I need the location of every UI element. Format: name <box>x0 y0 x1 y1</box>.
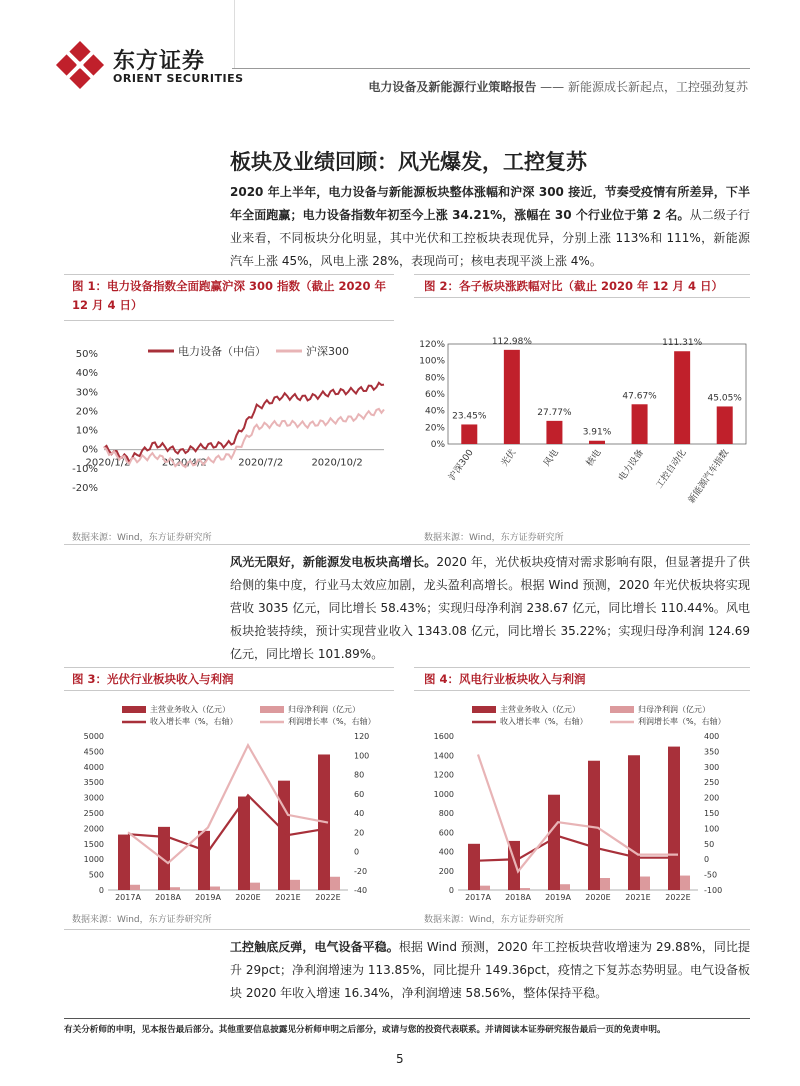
y-left-tick-label: 1000 <box>433 789 454 799</box>
fig1-line-chart <box>64 330 394 520</box>
profit-bar <box>600 878 610 890</box>
x-tick-label: 2021E <box>275 893 301 900</box>
y-tick-label: 20% <box>75 406 98 418</box>
paragraph-2-lead: 风光无限好，新能源发电板块高增长。 <box>230 555 437 569</box>
y-left-tick-label: 1200 <box>433 770 454 780</box>
y-right-tick-label: 80 <box>354 770 365 780</box>
fig3-top-rule <box>64 667 394 668</box>
profit-bar <box>560 884 570 890</box>
figures-row1-bottom-rule <box>64 544 750 545</box>
revenue-bar <box>468 844 480 890</box>
legend-label: 沪深300 <box>306 345 349 358</box>
y-right-tick-label: 400 <box>704 732 720 741</box>
fig4-top-rule <box>414 667 750 668</box>
fig1-bottom-rule <box>64 320 394 321</box>
y-tick-label: -20% <box>72 483 98 494</box>
fig4-bottom-rule <box>414 690 750 691</box>
legend-label: 收入增长率（%，右轴） <box>150 717 238 726</box>
paragraph-3-lead: 工控触底反弹，电气设备平稳。 <box>230 940 399 954</box>
legend-swatch <box>122 706 146 713</box>
fig1-title: 图 1：电力设备指数全面跑赢沪深 300 指数（截止 2020 年 12 月 4 日） <box>72 279 387 312</box>
page-number: 5 <box>396 1052 404 1066</box>
profit-bar <box>480 886 490 890</box>
header-report-title: 电力设备及新能源行业策略报告 <box>368 80 537 94</box>
fig1-source: 数据来源：Wind，东方证券研究所 <box>72 533 212 543</box>
y-right-tick-label: 250 <box>704 778 720 788</box>
fig2-source: 数据来源：Wind，东方证券研究所 <box>424 533 564 543</box>
y-right-tick-label: 50 <box>704 839 715 849</box>
legend-swatch <box>610 706 634 713</box>
x-tick-label: 2018A <box>505 893 531 900</box>
bar <box>504 350 520 444</box>
y-left-tick-label: 2500 <box>83 809 104 818</box>
y-tick-label: 30% <box>75 387 98 399</box>
header-report-line <box>368 78 748 95</box>
data-label: 112.98% <box>491 336 532 347</box>
header-report-subtitle: —— 新能源成长新起点，工控强劲复苏 <box>540 80 748 94</box>
paragraph-3 <box>230 936 750 1005</box>
header-vertical-bar <box>234 0 235 68</box>
footer-disclaimer: 有关分析师的申明，见本报告最后部分。其他重要信息披露见分析师申明之后部分，或请与您的投资代表联系。并请阅读本证券研究报告最后一页的免责申明。 <box>64 1025 666 1035</box>
y-right-tick-label: 60 <box>354 789 365 799</box>
y-tick-label: -10% <box>72 463 98 475</box>
y-left-tick-label: 4000 <box>83 762 104 772</box>
series-line-power-equipment <box>104 383 384 462</box>
bar <box>632 404 648 444</box>
fig3-title: 图 3：光伏行业板块收入与利润 <box>72 672 234 686</box>
y-tick-label: 0% <box>430 440 445 450</box>
y-tick-label: 80% <box>424 373 445 384</box>
paragraph-2-body: 2020 年，光伏板块疫情对需求影响有限，但显著提升了供给侧的集中度，行业马太效应加剧，龙头盈利高增长。根据 Wind 预测，2020 年光伏板块将实现营收 3035 亿元，同比增长 58.43%；实现归母净利润 238.67 亿元，同比增长 110.44%。风电板块抢装持续，预计实现营业收入 1343.08 亿元，同比增长 35.22%；实现归母净利润 124.69 亿元，同比增长 101.89%。 <box>230 555 750 661</box>
logo-cn: 东方证券 <box>113 49 206 74</box>
x-tick-label: 2019A <box>195 893 221 900</box>
y-left-tick-label: 1400 <box>433 751 454 761</box>
section-title: 板块及业绩回顾：风光爆发，工控复苏 <box>230 150 587 174</box>
x-tick-label: 2017A <box>115 893 141 900</box>
y-right-tick-label: 300 <box>704 762 720 772</box>
y-left-tick-label: 1600 <box>433 732 454 741</box>
y-left-tick-label: 600 <box>438 828 454 838</box>
x-tick-label: 2022E <box>665 893 691 900</box>
y-right-tick-label: -20 <box>354 866 368 876</box>
fig2-title: 图 2：各子板块涨跌幅对比（截止 2020 年 12 月 4 日） <box>424 279 724 293</box>
x-tick-label: 电力设备 <box>617 447 647 484</box>
y-right-tick-label: 0 <box>354 847 360 857</box>
fig4-combo-chart <box>414 700 750 900</box>
fig2-bottom-rule <box>414 297 750 298</box>
profit-bar <box>210 887 220 890</box>
orient-logo-icon <box>55 40 105 90</box>
x-tick-label: 2020/7/2 <box>238 457 284 469</box>
x-tick-label: 沪深300 <box>447 447 476 483</box>
x-tick-label: 2020/4/2 <box>161 457 207 469</box>
bar <box>546 421 562 444</box>
y-right-tick-label: 100 <box>354 751 370 761</box>
y-left-tick-label: 4500 <box>83 747 104 757</box>
y-left-tick-label: 500 <box>88 870 104 880</box>
paragraph-1 <box>230 181 750 273</box>
fig3-bottom-rule <box>64 690 394 691</box>
y-right-tick-label: -100 <box>704 886 723 895</box>
y-tick-label: 120% <box>419 340 445 350</box>
y-left-tick-label: 1500 <box>83 839 104 849</box>
y-left-tick-label: 3000 <box>83 793 104 803</box>
y-left-tick-label: 0 <box>448 886 454 895</box>
y-left-tick-label: 3500 <box>83 778 104 788</box>
profit-bar <box>640 877 650 890</box>
x-tick-label: 2020E <box>585 893 611 900</box>
y-right-tick-label: 150 <box>704 809 720 818</box>
y-left-tick-label: 200 <box>438 866 454 876</box>
fig2-bar-chart <box>414 330 750 525</box>
profit-bar <box>170 887 180 890</box>
figures-row2-bottom-rule <box>64 929 750 930</box>
y-right-tick-label: 40 <box>354 809 365 818</box>
x-tick-label: 核电 <box>584 447 604 469</box>
paragraph-3-body: 根据 Wind 预测，2020 年工控板块营收增速为 29.88%，同比提升 29pct；净利润增速为 113.85%，同比提升 149.36pct，疫情之下复苏态势明显。电气设备板块 2020 年收入增速 16.34%，净利润增速 58.56%，整体保持平稳。 <box>230 940 750 1000</box>
revenue-bar <box>588 761 600 890</box>
y-tick-label: 40% <box>75 368 98 380</box>
logo-en: ORIENT SECURITIES <box>113 72 244 85</box>
revenue-bar <box>668 747 680 890</box>
legend-label: 利润增长率（%，右轴） <box>288 717 376 726</box>
y-left-tick-label: 2000 <box>83 824 104 834</box>
x-tick-label: 光伏 <box>499 447 519 469</box>
header <box>0 0 800 100</box>
legend-swatch <box>260 706 284 713</box>
x-tick-label: 2017A <box>465 893 491 900</box>
data-label: 47.67% <box>622 391 657 402</box>
x-tick-label: 2018A <box>155 893 181 900</box>
y-tick-label: 50% <box>75 349 98 360</box>
data-label: 3.91% <box>582 427 612 438</box>
profit-bar <box>680 876 690 890</box>
x-tick-label: 2022E <box>315 893 341 900</box>
revenue-bar <box>628 755 640 890</box>
footer-rule <box>64 1018 750 1019</box>
bar <box>717 406 733 444</box>
header-top-rule <box>232 68 750 69</box>
y-right-tick-label: -50 <box>704 870 718 880</box>
profit-bar <box>250 883 260 890</box>
y-tick-label: 60% <box>424 390 445 400</box>
x-tick-label: 2019A <box>545 893 571 900</box>
bar <box>674 351 690 444</box>
paragraph-1-lead: 2020 年上半年，电力设备与新能源板块整体涨幅和沪深 300 接近，节奏受疫情有所差异，下半年全面跑赢；电力设备指数年初至今上涨 34.21%，涨幅在 30 个行业位于第 2 名。 <box>230 185 750 222</box>
y-tick-label: 0% <box>82 444 98 456</box>
y-right-tick-label: 20 <box>354 828 365 838</box>
x-tick-label: 2020/1/2 <box>85 457 131 469</box>
revenue-bar <box>198 831 210 890</box>
y-right-tick-label: 200 <box>704 793 720 803</box>
bar <box>589 441 605 444</box>
y-right-tick-label: 350 <box>704 747 720 757</box>
x-tick-label: 2021E <box>625 893 651 900</box>
legend-label: 电力设备（中信） <box>178 345 266 358</box>
data-label: 111.31% <box>662 338 703 349</box>
legend-label: 主营业务收入（亿元） <box>150 705 230 714</box>
paragraph-2 <box>230 551 750 666</box>
fig1-top-rule <box>64 274 394 275</box>
legend-label: 归母净利润（亿元） <box>288 705 360 714</box>
y-left-tick-label: 0 <box>98 886 104 895</box>
x-tick-label: 新能源汽车指数 <box>686 447 732 506</box>
y-tick-label: 40% <box>424 406 445 417</box>
profit-bar <box>330 877 340 890</box>
profit-bar <box>290 880 300 890</box>
y-left-tick-label: 800 <box>438 809 454 818</box>
revenue-bar <box>548 795 560 890</box>
y-left-tick-label: 1000 <box>83 855 104 865</box>
y-right-tick-label: 0 <box>704 855 710 865</box>
x-tick-label: 工控自动化 <box>654 447 689 491</box>
y-tick-label: 10% <box>75 425 98 437</box>
legend-swatch <box>472 706 496 713</box>
profit-bar <box>520 888 530 890</box>
y-tick-label: 20% <box>424 423 445 434</box>
y-right-tick-label: 120 <box>354 732 370 741</box>
y-left-tick-label: 5000 <box>83 732 104 741</box>
x-tick-label: 2020E <box>235 893 261 900</box>
data-label: 27.77% <box>537 407 572 418</box>
legend-label: 收入增长率（%，右轴） <box>500 717 588 726</box>
profit-bar <box>130 885 140 890</box>
paragraph-1-body: 从二级子行业来看，不同板块分化明显，其中光伏和工控板块表现优异，分别上涨 113%和 111%，新能源汽车上涨 45%，风电上涨 28%，表现尚可；核电表现平淡上涨 4%。 <box>230 208 750 268</box>
data-label: 45.05% <box>707 393 742 404</box>
y-left-tick-label: 400 <box>438 847 454 857</box>
legend-label: 主营业务收入（亿元） <box>500 705 580 714</box>
y-right-tick-label: 100 <box>704 824 720 834</box>
fig3-source: 数据来源：Wind，东方证券研究所 <box>72 915 212 925</box>
y-right-tick-label: -40 <box>354 886 368 895</box>
legend-label: 归母净利润（亿元） <box>638 705 710 714</box>
bar <box>461 424 477 444</box>
fig3-combo-chart <box>64 700 394 900</box>
data-label: 23.45% <box>452 411 487 422</box>
revenue-bar <box>238 797 250 890</box>
legend-label: 利润增长率（%，右轴） <box>638 717 726 726</box>
fig4-title: 图 4：风电行业板块收入与利润 <box>424 672 586 686</box>
x-tick-label: 风电 <box>542 447 561 469</box>
fig2-top-rule <box>414 274 750 275</box>
revenue-bar <box>118 835 130 890</box>
x-tick-label: 2020/10/2 <box>311 457 363 469</box>
fig4-source: 数据来源：Wind，东方证券研究所 <box>424 915 564 925</box>
y-tick-label: 100% <box>419 356 445 367</box>
